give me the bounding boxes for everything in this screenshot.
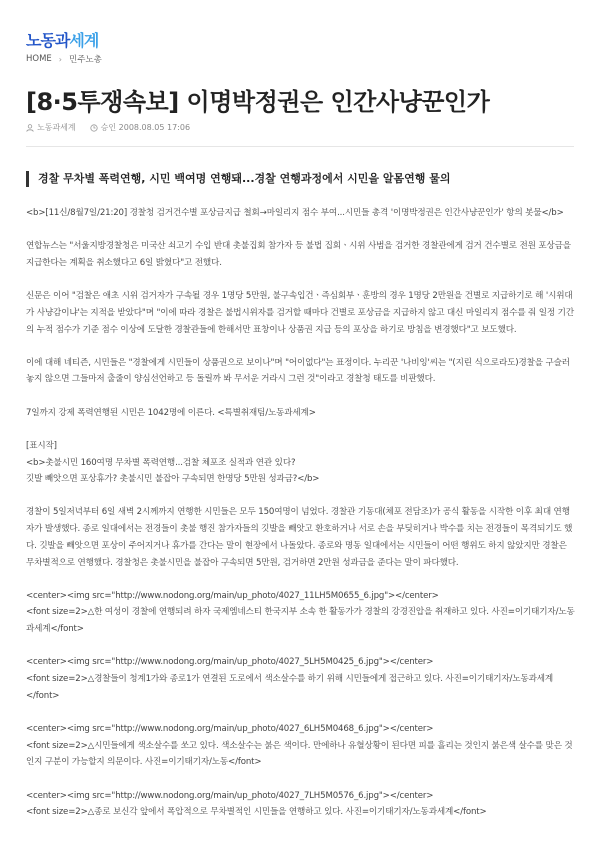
body-paragraph: <b>[11신/8월7일/21:20] 경찰청 검거건수별 포상금지급 철회→마일리지 점수 부여...시민들 총격 '이명박정권은 인간사냥꾼인가' 항의 봇물</b> xyxy=(26,208,564,218)
photo-caption-block: <center><img src="http://www.nodong.org/main/up_photo/4027_6LH5M0468_6.jpg"></center> <font size=2>△시민들에게 색소살수를 쏘고 있다. 색소살수는 붉은 색이다. 만에하나 유혈상황이 된다면 피를 흘리는 것인지 붉은색 살수를 맞은 것인지 구분이 가능할지 의문이다. 사진=이기태기자/노동</font> xyxy=(26,723,573,768)
header-divider xyxy=(26,146,574,147)
body-paragraph: 경찰이 5일저녁부터 6일 새벽 2시께까지 연행한 시민들은 모두 150여명이 넘었다. 경찰관 기동대(체포 전담조)가 공식 활동을 시작한 이후 최대 연행자가 발생했다. 종로 일대에서는 전경들이 촛불 행진 참가자들의 깃발을 빼앗고 환호하거나 서로 손을 부딪히거나 박수를 치는 전경들이 목격되기도 했다. 깃발을 빼앗으면 포상이 주어지거나 휴가를 간다는 말이 현장에서 나돌았다. 종로와 명동 일대에서는 시민들이 어떤 행위도 하지 않았지만 경찰은 무차별적으로 연행했다. 경찰청은 촛불시민을 불잡아 구속되면 5만원, 검거하면 2만원 성과금을 준다는 말이 파다했다. xyxy=(26,507,573,568)
photo-caption-block: <center><img src="http://www.nodong.org/main/up_photo/4027_7LH5M0576_6.jpg"></center> <font size=2>△종로 보신각 앞에서 폭압적으로 무차별적인 시민들을 연행하고 있다. 사진=이기태기자/노동과세계</font> xyxy=(26,790,487,818)
logo-main-text: 노동과 xyxy=(26,31,70,50)
breadcrumb-home[interactable]: HOME xyxy=(26,54,52,64)
article-meta xyxy=(26,122,190,133)
user-icon xyxy=(26,124,34,132)
body-paragraph: 7일까지 강제 폭력연행된 시민은 1042명에 이른다. <특별취재팀/노동과세계> xyxy=(26,407,316,418)
logo-accent-text: 세계 xyxy=(69,31,99,50)
site-logo[interactable] xyxy=(26,28,98,51)
article-author: 노동과세계 xyxy=(37,123,76,132)
article-body xyxy=(26,205,576,837)
body-paragraph: 신문은 이어 "검찰은 애초 시위 검거자가 구속될 경우 1명당 5만원, 불구속입건ㆍ즉심회부ㆍ훈방의 경우 1명당 2만원을 건별로 지급하기로 해 '시위대가 사냥감이냐'는 지적을 받았다"며 "이에 따라 경찰은 불법시위자를 검거할 때마다 건별로 포상금을 지급하지 않고 대신 마일리지 점수를 줘 일정 기간의 누적 점수가 기준 점수 이상에 도달한 경찰관들에 한해서만 표창이나 상품권 지급 등의 포상을 하기로 방침을 변경했다"고 보도했다. xyxy=(26,291,574,335)
photo-caption-block: <center><img src="http://www.nodong.org/main/up_photo/4027_5LH5M0425_6.jpg"></center> <font size=2>△경찰들이 청계1가와 종로1가 연결된 도로에서 색소살수를 하기 위해 시민들에게 접근하고 있다. 사진=이기태기자/노동과세계</font> xyxy=(26,657,554,701)
article-date: 승인 2008.08.05 17:06 xyxy=(100,123,191,132)
chevron-right-icon: › xyxy=(58,54,62,64)
article-subhead: 경찰 무차별 폭력연행, 시민 백여명 연행돼...경찰 연행과정에서 시민을 알몸연행 물의 xyxy=(26,171,586,187)
body-paragraph: 이에 대해 네티즌, 시민들은 "경찰에게 시민들이 상품권으로 보이나"며 "어이없다"는 표정이다. 누리꾼 '나비잉'씨는 "(지린 식으로라도)경찰을 구슬러 놓지 않으면 그들마저 출줄이 양심선언하고 등 돌릴까 봐 무서운 거라시 그런 것"이라고 경찰청 태도를 비판했다. xyxy=(26,357,570,385)
clock-icon xyxy=(90,124,98,132)
photo-caption-block: <center><img src="http://www.nodong.org/main/up_photo/4027_11LH5M0655_6.jpg"></center> <font size=2>△한 여성이 경찰에 연행되려 하자 국제엠네스티 한국지부 소속 한 활동가가 경찰의 강경진압을 취재하고 있다. 사진=이기태기자/노동과세계</font> xyxy=(26,590,575,635)
breadcrumb xyxy=(26,53,102,65)
body-paragraph: 연합뉴스는 "서울지방경찰청은 미국산 쇠고기 수입 반대 촛불집회 참가자 등 불법 집회ㆍ시위 사범을 검거한 경찰관에게 검거 건수별로 전원 포상금을 지급한다는 계획을 취소했다고 6일 밝혔다"고 전했다. xyxy=(26,241,571,268)
article-title: [8·5투쟁속보] 이명박정권은 인간사냥꾼인가 xyxy=(26,88,490,116)
breadcrumb-section[interactable]: 민주노총 xyxy=(69,55,102,65)
body-paragraph: [표시작] <b>촛불시민 160여명 무차별 폭력연행...검찰 체포조 실적과 연관 있다? 깃발 빼앗으면 포상휴가? 촛불시민 불잡아 구속되면 한명당 5만원 성과금?</b> xyxy=(26,440,320,485)
